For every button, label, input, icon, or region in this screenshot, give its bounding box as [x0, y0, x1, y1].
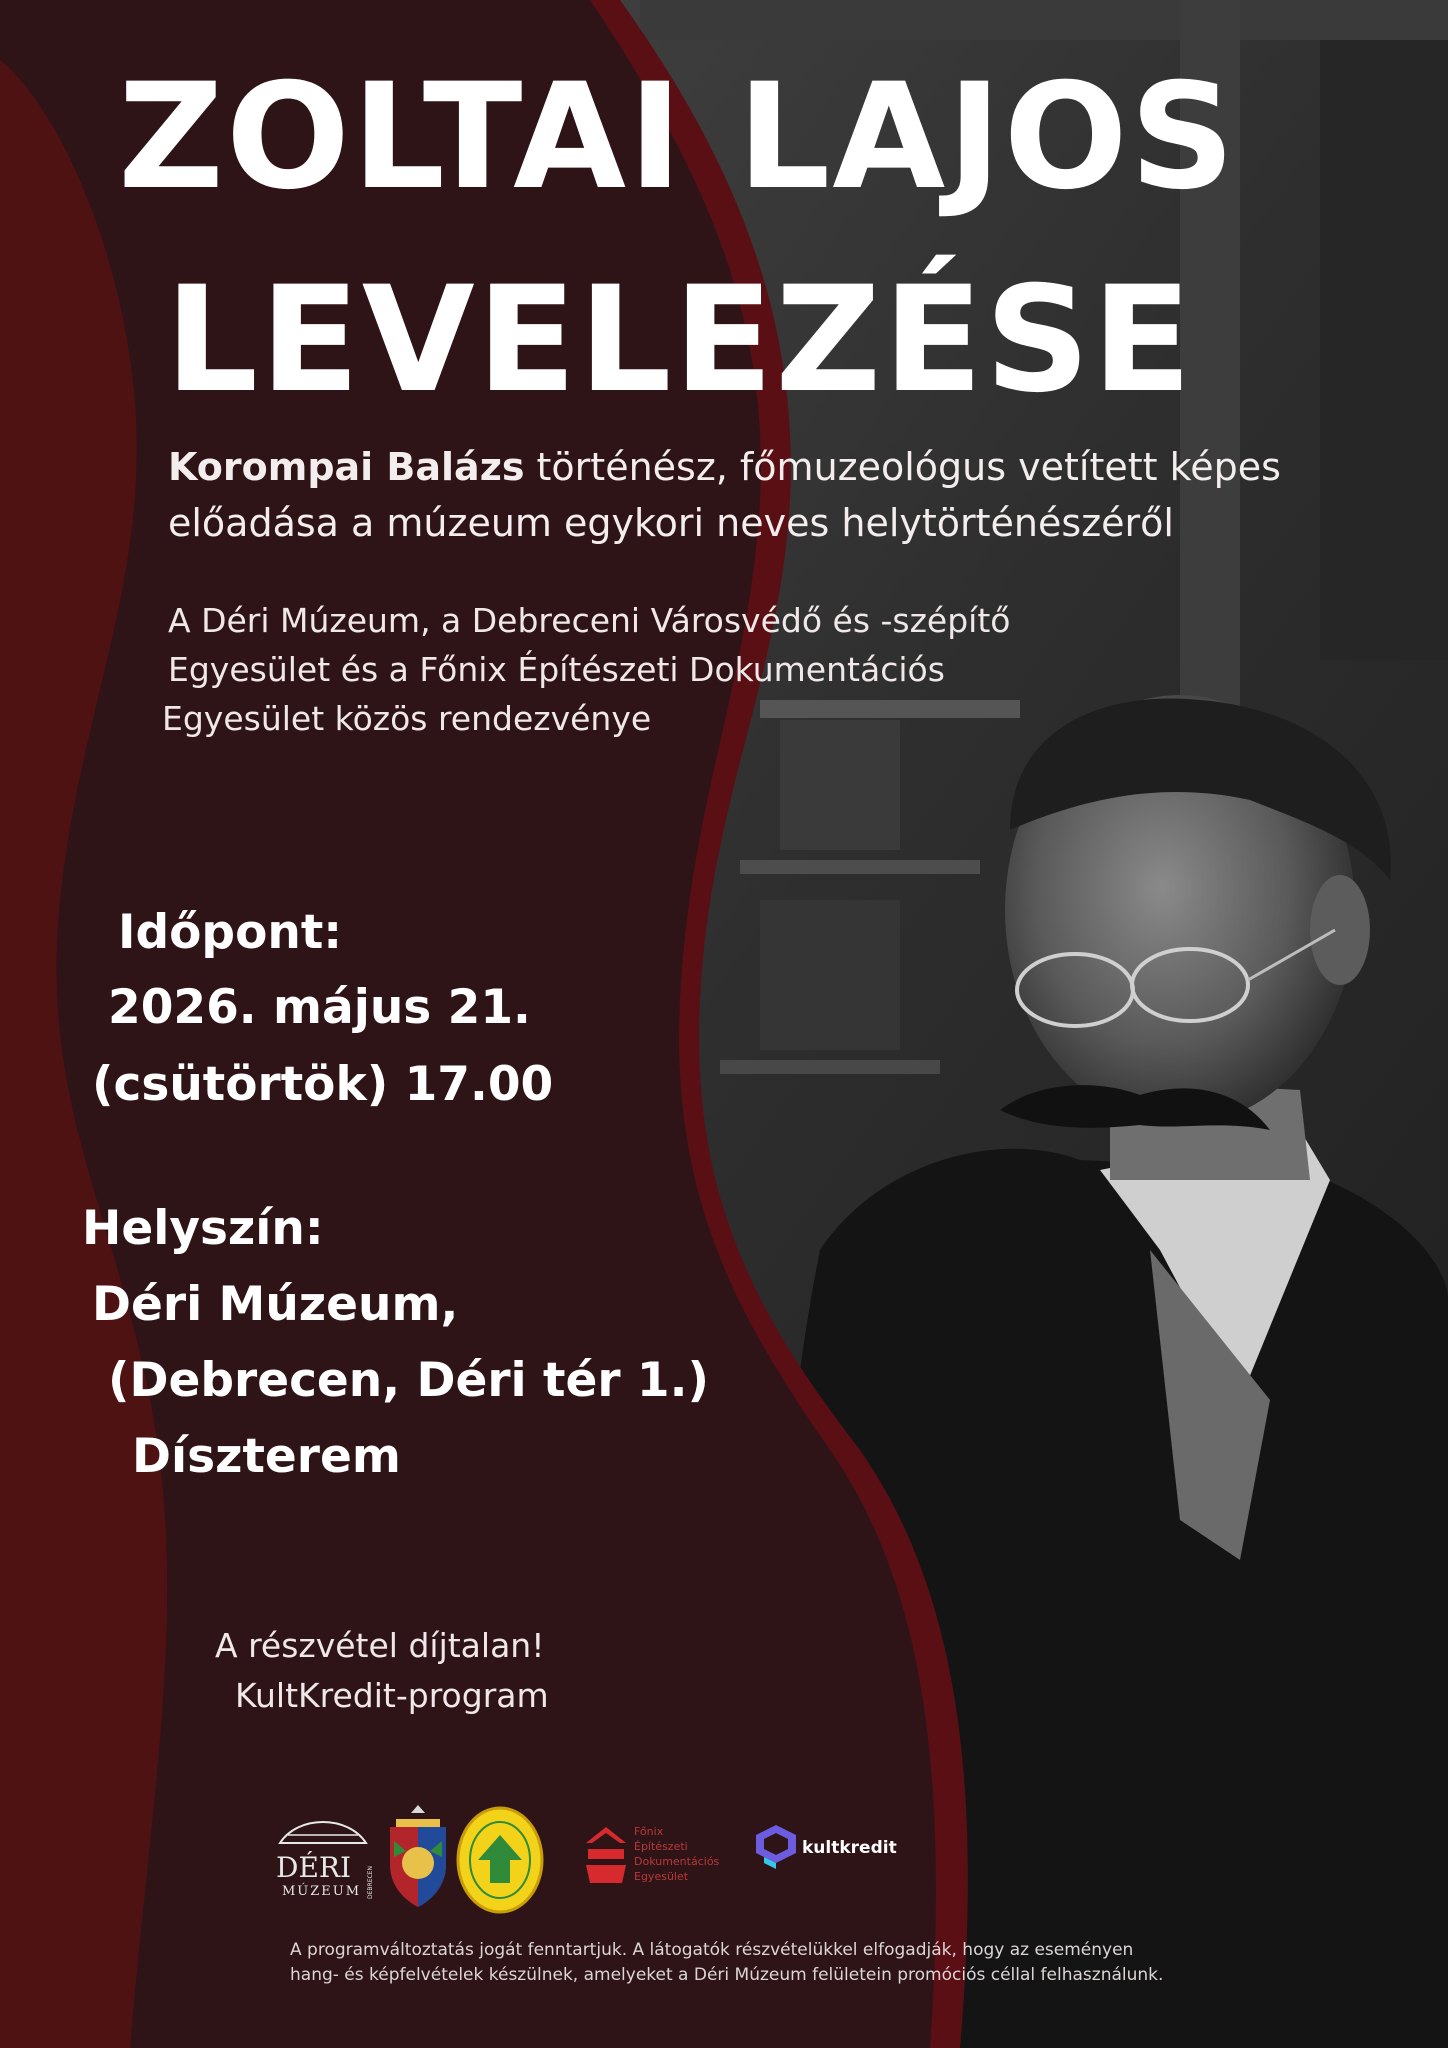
title-line-2: LEVELEZÉSE: [165, 255, 1194, 425]
sponsor-logos: [268, 1805, 928, 1915]
kultkredit-logo: [756, 1825, 897, 1869]
organizers-line-3: Egyesület közös rendezvénye: [162, 699, 652, 738]
deri-logo-text-1: DÉRI: [276, 1851, 352, 1884]
participation-free: A részvétel díjtalan!: [215, 1626, 545, 1665]
subtitle-line-1-rest: történész, főmuzeológus vetített képes: [524, 445, 1281, 489]
kultkredit-text: kultkredit: [802, 1838, 897, 1858]
deri-logo-text-2: MÚZEUM: [282, 1884, 362, 1899]
fonix-text-3: Dokumentációs: [634, 1855, 720, 1868]
kultkredit-program: KultKredit-program: [235, 1676, 549, 1715]
deri-logo-side: DEBRECEN: [367, 1866, 374, 1899]
location-venue: Déri Múzeum,: [92, 1277, 459, 1332]
subtitle-line-1: [168, 440, 1281, 494]
deri-muzeum-logo: [276, 1822, 374, 1899]
title-line-1: ZOLTAI LAJOS: [118, 52, 1237, 222]
organizers-line-1: A Déri Múzeum, a Debreceni Városvédő és -szépítő: [168, 601, 1011, 640]
location-address: (Debrecen, Déri tér 1.): [108, 1353, 709, 1408]
speaker-name: Korompai Balázs: [168, 445, 525, 489]
fonix-text-1: Főnix: [634, 1825, 664, 1838]
fonix-text-4: Egyesület: [634, 1870, 689, 1883]
subtitle-line-2: előadása a múzeum egykori neves helytörténészéről: [168, 501, 1174, 545]
footer-notice-line-1: A programváltoztatás jogát fenntartjuk. A látogatók részvételükkel elfogadják, hogy az eseményen: [290, 1940, 1134, 1960]
varosvedo-badge: [458, 1808, 542, 1912]
organizers-line-2: Egyesület és a Főnix Építészeti Dokumentációs: [168, 650, 945, 689]
date-time: (csütörtök) 17.00: [92, 1057, 554, 1112]
fonix-logo: [586, 1825, 720, 1883]
footer-notice-line-2: hang- és képfelvételek készülnek, amelyeket a Déri Múzeum felületein promóciós céllal felhasználunk.: [290, 1965, 1164, 1985]
date-value: 2026. május 21.: [108, 980, 531, 1035]
date-label: Időpont:: [118, 905, 343, 960]
debrecen-coat-of-arms: [390, 1805, 446, 1907]
location-label: Helyszín:: [82, 1201, 324, 1256]
location-room: Díszterem: [132, 1429, 401, 1484]
fonix-text-2: Építészeti: [634, 1840, 688, 1853]
